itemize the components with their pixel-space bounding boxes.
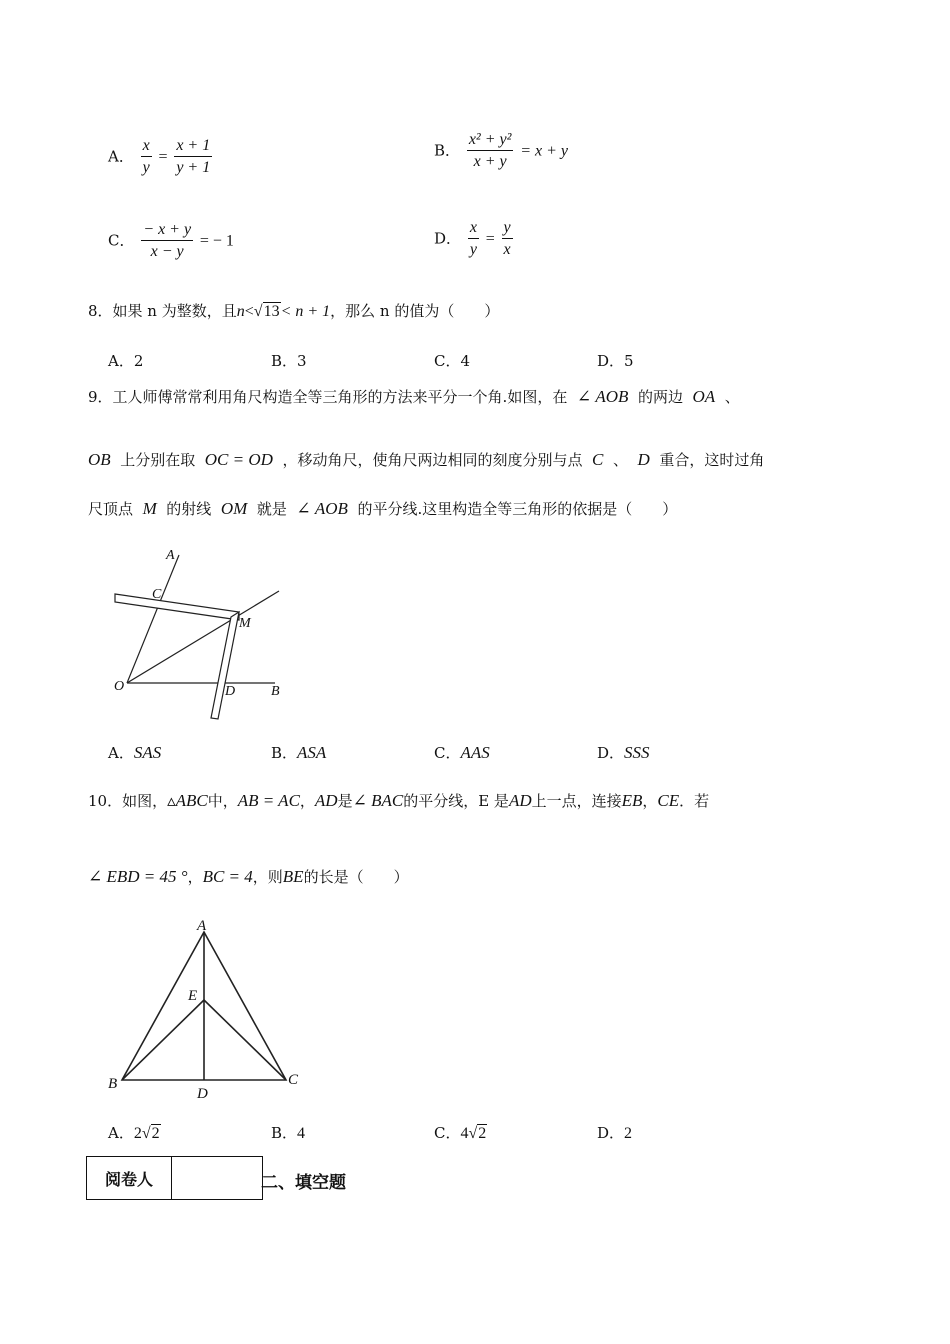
- math: OM: [220, 499, 248, 518]
- option-label: A．: [108, 744, 134, 762]
- q10-line1: [88, 790, 709, 811]
- q9-option-c: [434, 742, 490, 763]
- label-b: B: [271, 684, 280, 699]
- numerator: x: [141, 136, 152, 157]
- equals: =: [158, 148, 168, 166]
- q9-option-b: [271, 742, 326, 763]
- q10-option-d: [597, 1122, 632, 1143]
- math: D: [637, 450, 650, 469]
- fraction: [174, 136, 212, 179]
- text: ．若: [679, 792, 710, 810]
- math: OB: [88, 450, 111, 469]
- coefficient: 2: [133, 1125, 142, 1142]
- math: ∠ EBD = 45 °: [88, 867, 188, 886]
- option-value: SAS: [133, 743, 162, 762]
- text: 9．工人师傅常常利用角尺构造全等三角形的方法来平分一个角.如图，在: [88, 388, 568, 406]
- numerator: x + 1: [174, 136, 212, 157]
- math: AD: [314, 791, 338, 810]
- label-m: M: [239, 616, 251, 631]
- q8-option-b: B．3: [271, 352, 307, 370]
- option-label: C．: [434, 1124, 461, 1142]
- option-label: B．: [434, 141, 461, 160]
- label-c: C: [152, 587, 162, 602]
- rhs: = − 1: [199, 232, 234, 250]
- label-a: A: [197, 918, 207, 934]
- math: OA: [692, 387, 716, 406]
- denominator: y + 1: [176, 159, 211, 176]
- q9-line2: [88, 449, 764, 470]
- label-a: A: [166, 548, 175, 563]
- q9-line3: [88, 498, 677, 519]
- q9-option-d: [597, 742, 650, 763]
- text: 10．如图，: [88, 792, 168, 810]
- option-value: SSS: [624, 743, 650, 762]
- label-e: E: [188, 988, 198, 1004]
- q8-suffix: ，那么 n 的值为（ ）: [330, 302, 500, 320]
- option-value: 4: [297, 1125, 306, 1142]
- text: ，移动角尺，使角尺两边相同的刻度分别与点: [282, 451, 583, 469]
- text: 、: [612, 451, 628, 469]
- radical: √13: [253, 303, 280, 320]
- reviewer-label: 阅卷人: [87, 1157, 172, 1200]
- q7-option-a: [108, 136, 214, 179]
- q8-prefix: 8．如果 n 为整数，且: [88, 302, 237, 320]
- math: BC = 4: [202, 867, 253, 886]
- q8-stem: [88, 300, 499, 321]
- math: C: [592, 450, 604, 469]
- option-label: D．: [597, 1124, 625, 1142]
- option-value: AAS: [460, 743, 490, 762]
- ruler-arm-2: [211, 612, 239, 719]
- numerator: x² + y²: [467, 130, 514, 151]
- segment-be: [122, 1000, 204, 1080]
- segment-ec: [204, 1000, 286, 1080]
- fraction: [141, 220, 193, 263]
- denominator: x − y: [150, 243, 184, 260]
- fraction: [468, 218, 479, 261]
- q8-lt: <: [244, 303, 254, 320]
- label-d: D: [225, 684, 236, 699]
- math: ∠ AOB: [296, 499, 348, 518]
- equals: =: [485, 230, 495, 248]
- q8-option-a: A．2: [108, 352, 144, 370]
- q10-option-b: [271, 1122, 305, 1143]
- radicand: 13: [263, 303, 280, 320]
- q9-line1: [88, 386, 740, 407]
- label-b: B: [108, 1076, 118, 1092]
- option-label: C．: [434, 744, 461, 762]
- text: 的两边: [637, 388, 683, 406]
- radical: √2: [141, 1125, 160, 1142]
- q8-n: n: [236, 303, 245, 320]
- option-value: ASA: [297, 743, 327, 762]
- text: 尺顶点: [88, 500, 134, 518]
- fraction: [502, 218, 513, 261]
- denominator: x: [503, 241, 511, 258]
- math: ▵ABC: [167, 791, 208, 810]
- math: EB: [621, 791, 643, 810]
- q8-rhs: < n + 1: [280, 303, 331, 320]
- math: CE: [657, 791, 680, 810]
- q10-line2: [88, 866, 409, 887]
- numerator: x: [468, 218, 479, 239]
- text: ，则: [252, 868, 283, 886]
- text: 上一点，连接: [531, 792, 622, 810]
- q8-option-d: D．5: [597, 352, 634, 370]
- numerator: − x + y: [141, 220, 193, 241]
- angle-bisector-figure: [105, 545, 295, 725]
- rhs: = x + y: [520, 142, 568, 160]
- isosceles-triangle-figure: [100, 910, 320, 1105]
- label-o: O: [114, 679, 125, 694]
- math: BE: [282, 867, 304, 886]
- reviewer-signature-cell[interactable]: [172, 1157, 263, 1200]
- q8-option-c: C．4: [434, 352, 471, 370]
- option-label: A．: [108, 1124, 134, 1142]
- math: AB = AC: [237, 791, 300, 810]
- option-label: D．: [597, 744, 625, 762]
- option-value: 2: [624, 1125, 633, 1142]
- denominator: y: [469, 241, 477, 258]
- reviewer-table: [86, 1156, 263, 1200]
- fraction: [467, 130, 514, 173]
- text: 重合，这时过角: [659, 451, 765, 469]
- text: 的平分线，E 是: [403, 792, 509, 810]
- q7-option-c: [108, 220, 234, 263]
- math: ∠ AOB: [576, 387, 629, 406]
- text: 中，: [207, 792, 238, 810]
- text: 的长是（ ）: [303, 868, 409, 886]
- text: ，: [299, 792, 315, 810]
- text: 上分别在取: [120, 451, 196, 469]
- text: ，: [187, 868, 203, 886]
- q9-option-a: [108, 742, 161, 763]
- q10-option-a: [108, 1122, 161, 1143]
- label-c: C: [288, 1072, 299, 1088]
- ruler-arm-1: [115, 594, 239, 620]
- radicand: 2: [151, 1125, 160, 1142]
- coefficient: 4: [460, 1125, 469, 1142]
- text: 就是: [256, 500, 287, 518]
- text: 是: [337, 792, 353, 810]
- math: M: [142, 499, 157, 518]
- numerator: y: [502, 218, 513, 239]
- option-label: B．: [271, 1124, 298, 1142]
- q7-option-d: [434, 218, 515, 261]
- section-title: 二、填空题: [261, 1173, 346, 1193]
- option-label: A．: [108, 147, 134, 166]
- text: ，: [642, 792, 658, 810]
- option-label: C．: [108, 231, 135, 250]
- option-label: B．: [271, 744, 298, 762]
- radicand: 2: [478, 1125, 487, 1142]
- text: 的平分线.这里构造全等三角形的依据是（ ）: [357, 500, 678, 518]
- q7-option-b: [434, 130, 568, 173]
- ray-oa: [127, 555, 179, 683]
- math: AD: [508, 791, 532, 810]
- fraction: [141, 136, 152, 179]
- q10-option-c: [434, 1122, 487, 1143]
- denominator: y: [142, 159, 150, 176]
- option-label: D．: [434, 229, 462, 248]
- label-d: D: [197, 1086, 208, 1102]
- denominator: x + y: [473, 153, 507, 170]
- math: OC = OD: [204, 450, 273, 469]
- math: ∠ BAC: [352, 791, 404, 810]
- text: 的射线: [166, 500, 212, 518]
- radical: √2: [468, 1125, 487, 1142]
- text: 、: [724, 388, 740, 406]
